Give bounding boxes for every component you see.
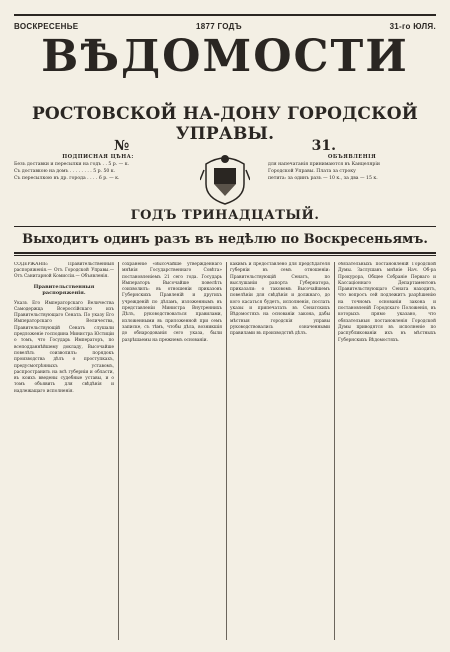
article-column-2 [122, 262, 222, 640]
subscription-box [14, 154, 182, 206]
top-rule [14, 14, 436, 16]
subscription-line: Съ пересылкою въ др. города . . . . 6 р. — к. [14, 176, 120, 181]
number-sign: № [114, 138, 130, 154]
article-column-4 [338, 262, 436, 640]
divider [14, 255, 436, 256]
announcements-line: для напечатанія принимаются въ Канцеляріи [268, 162, 380, 167]
masthead-title: ВѢДОМОСТИ [41, 31, 409, 82]
announcements-line: петита: за одинъ разъ — 10 к., за два — 15 к. [268, 176, 378, 181]
article-text: Указъ Его Императорскаго Величества Самодержца Всероссійскаго изъ Правительствующаго Сената. По указу Его Императорскаго Величества, Правительствующій Сенатъ слушали предложеніе господина Министра Юстиціи о томъ, что Государь Императоръ, по всеподданнѣйшему докладу, Высочайше повелѣть соизволилъ: порядокъ производства дѣлъ о проступкахъ, предусмотрѣнныхъ уставомъ, распространить на всѣ губерніи и области, въ коихъ введены судебные уставы, и о томъ объявить для свѣдѣнія и надлежащаго исполненія. [14, 300, 114, 394]
article-text: сохраненіе «Высочайше утвержденнаго мнѣнія Государственнаго Совѣта» постановленіемъ 21 сего года. Государь Императоръ Высочайше повелѣть соизволилъ: въ отношеніи приказовъ Губернскихъ Правленій и другихъ учрежденій по дѣламъ, изложеннымъ въ представленіи Министра Внутреннихъ Дѣлъ, руководствоваться правилами, изложенными въ приложенной при семъ записке, съ тѣмъ, чтобы дѣла, возникшія до обнародованія сего указа, были разрѣшаемы на прежнемъ основаніи. [122, 262, 222, 343]
divider [14, 252, 436, 254]
edition-year: ГОДЪ ТРИНАДЦАТЫЙ. [130, 208, 320, 223]
announcements-heading: ОБЪЯВЛЕНІЯ [327, 154, 377, 160]
subscription-line: Безъ доставки и пересылки на годъ . . 5 р. — к. [14, 162, 130, 167]
weekday: ВОСКРЕСЕНЬЕ [14, 22, 79, 31]
article-column-3 [230, 262, 330, 640]
subscription-line: Съ доставкою на домъ . . . . . . . . 5 р. 50 к. [14, 169, 116, 174]
article-text: какимъ и предоставлено для предсѣдателя губерніи въ семъ отношеніи: Правительствующій Сенатъ, по выслушаніи рапорта Губернатора, приказали: о таковомъ Высочайшемъ повелѣніи для свѣдѣнія и должнаго, до кого касаться будетъ, исполненія, послать указы и припечатать въ Сенатскихъ Вѣдомостяхъ на основаніи закона, дабы мѣстныя городскія управы руководствовались означенными правилами въ производствѣ дѣлъ. [230, 262, 330, 337]
announcements-line: Городской Управы. Плата за строку [268, 169, 356, 174]
section-heading: Правительственныя распоряженія. [33, 284, 95, 297]
year-label: 1877 ГОДЪ [196, 22, 242, 31]
issue-date: 31-го ЮЛЯ. [389, 22, 436, 31]
publication-frequency: Выходитъ одинъ разъ въ недѣлю по Воскресеньямъ. [22, 232, 428, 247]
masthead-subtitle: РОСТОВСКОЙ НА-ДОНУ ГОРОДСКОЙ УПРАВЫ. [31, 104, 419, 144]
article-text: обязательныхъ постановленій Городской Думы. Заслушавъ мнѣніе Нач. Об-ра Прокурора, Общее Собраніе Перваго и Кассаціоннаго Департаментовъ Правительствующаго Сената находитъ, что вопросъ сей подлежитъ разрѣшенію на точномъ основаніи закона и постановленій Городскаго Положенія, въ которыхъ прямо указано, что обязательныя постановленія Городской Думы приводятся въ исполненіе по распубликованіи ихъ въ мѣстныхъ Губернскихъ Вѣдомостяхъ. [338, 262, 436, 343]
issue-number: 31. [311, 138, 336, 154]
article-column-1 [14, 262, 114, 640]
article-columns [14, 262, 436, 640]
announcements-box [268, 154, 436, 206]
coat-of-arms-icon [200, 150, 250, 206]
subscription-heading: ПОДПИСНАЯ ЦѢНА: [62, 154, 134, 160]
divider [14, 226, 436, 227]
contents-summary: СОДЕРЖАНІЕ: Правительственныя распоряженія.— Отъ Городской Управы.— Отъ Санитарной Комиссіи.— Объявленія. [14, 262, 114, 279]
